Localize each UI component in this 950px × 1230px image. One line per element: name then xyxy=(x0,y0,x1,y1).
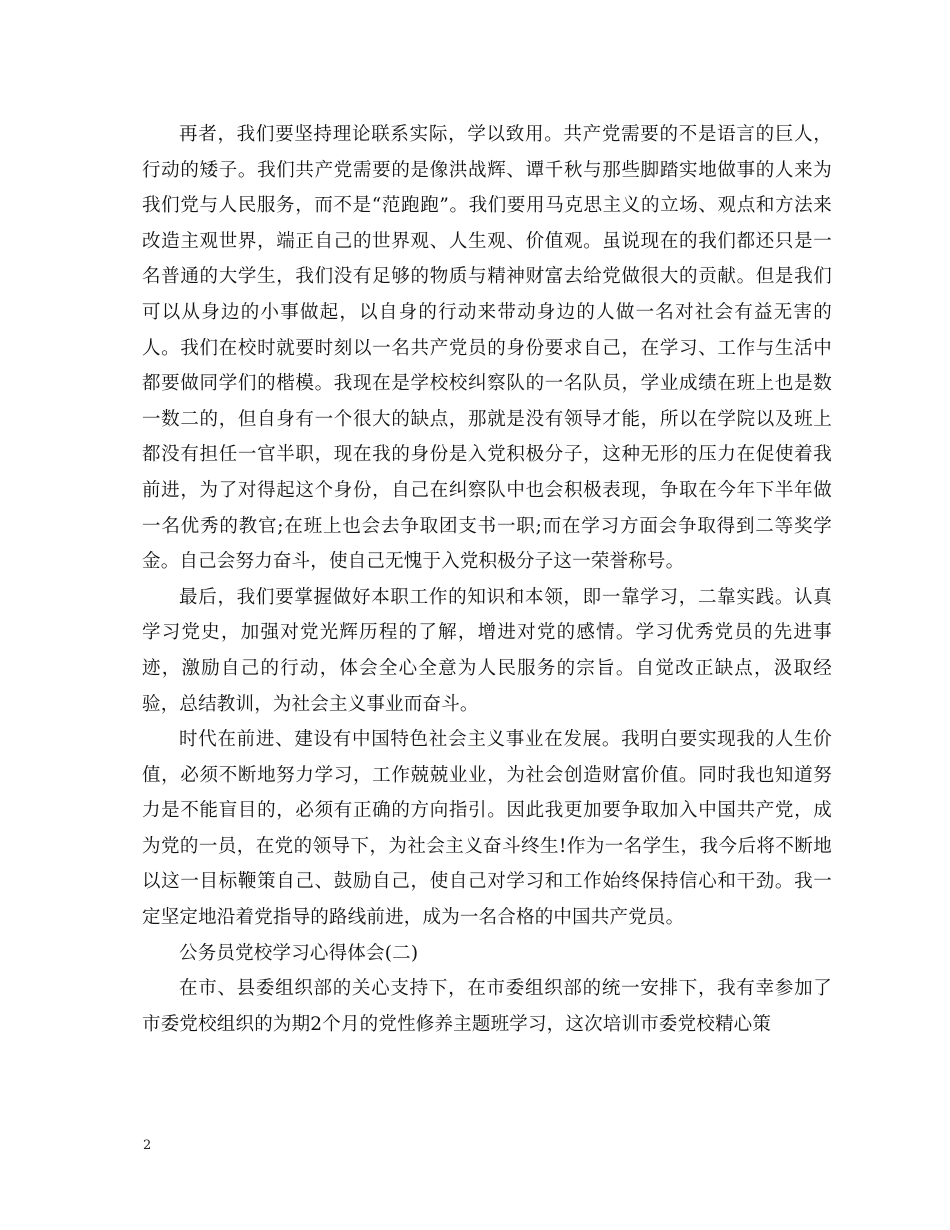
document-body xyxy=(142,117,832,1042)
section-heading: 公务员党校学习心得体会(二) xyxy=(179,942,419,964)
paragraph-training-intro: 在市、县委组织部的关心支持下，在市委组织部的统一安排下，我有幸参加了市委党校组织的为期2个月的党性修养主题班学习，这次培训市委党校精心策 xyxy=(142,978,832,1035)
paragraph-theory-practice: 再者，我们要坚持理论联系实际，学以致用。共产党需要的不是语言的巨人，行动的矮子。我们共产党需要的是像洪战辉、谭千秋与那些脚踏实地做事的人来为我们党与人民服务，而不是“范跑跑”。我们要用马克思主义的立场、观点和方法来改造主观世界，端正自己的世界观、人生观、价值观。虽说现在的我们都还只是一名普通的大学生，我们没有足够的物质与精神财富去给党做很大的贡献。但是我们可以从身边的小事做起，以自身的行动来带动身边的人做一名对社会有益无害的人。我们在校时就要时刻以一名共产党员的身份要求自己，在学习、工作与生活中都要做同学们的楷模。我现在是学校校纠察队的一名队员，学业成绩在班上也是数一数二的，但自身有一个很大的缺点，那就是没有领导才能，所以在学院以及班上都没有担任一官半职，现在我的身份是入党积极分子，这种无形的压力在促使着我前进，为了对得起这个身份，自己在纠察队中也会积极表现，争取在今年下半年做一名优秀的教官;在班上也会去争取团支书一职;而在学习方面会争取得到二等奖学金。自己会努力奋斗，使自己无愧于入党积极分子这一荣誉称号。 xyxy=(142,124,832,573)
paragraph-era-progress: 时代在前进、建设有中国特色社会主义事业在发展。我明白要实现我的人生价值，必须不断地努力学习，工作兢兢业业，为社会创造财富价值。同时我也知道努力是不能盲目的，必须有正确的方向指引。因此我更加要争取加入中国共产党，成为党的一员，在党的领导下，为社会主义奋斗终生!作为一名学生，我今后将不断地以这一目标鞭策自己、鼓励自己，使自己对学习和工作始终保持信心和干劲。我一定坚定地沿着党指导的路线前进，成为一名合格的中国共产党员。 xyxy=(142,729,832,929)
page-number: 2 xyxy=(143,1138,152,1153)
paragraph-master-skills: 最后，我们要掌握做好本职工作的知识和本领，即一靠学习，二靠实践。认真学习党史，加强对党光辉历程的了解，增进对党的感情。学习优秀党员的先进事迹，激励自己的行动，体会全心全意为人民服务的宗旨。自觉改正缺点，汲取经验，总结教训，为社会主义事业而奋斗。 xyxy=(142,586,832,715)
